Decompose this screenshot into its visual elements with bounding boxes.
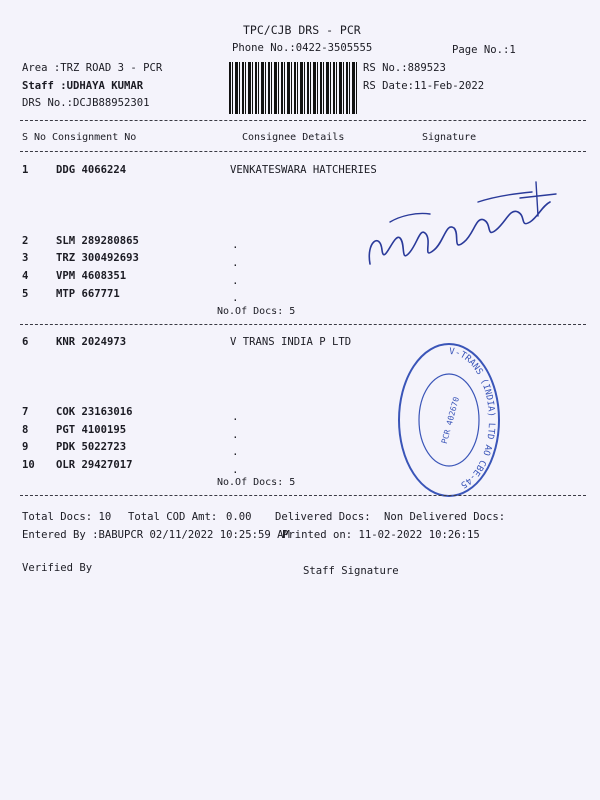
dot-marker: . (232, 274, 239, 287)
delivered-docs: Delivered Docs: (275, 511, 371, 523)
consignee-name: VENKATESWARA HATCHERIES (230, 164, 377, 176)
dot-marker: . (232, 256, 239, 269)
no-of-docs: No.Of Docs: 5 (217, 306, 296, 317)
dot-marker: . (232, 445, 239, 458)
consignment-number: PDK 5022723 (56, 441, 127, 453)
col-header-signature: Signature (422, 132, 477, 143)
row-sno: 1 (22, 164, 29, 176)
consignment-number: MTP 667771 (56, 288, 120, 300)
non-delivered-docs: Non Delivered Docs: (384, 511, 506, 523)
row-sno: 9 (22, 441, 29, 453)
col-header-sno: S No (22, 132, 47, 143)
divider-line (20, 120, 586, 121)
page-number: Page No.:1 (452, 44, 516, 56)
rs-number: RS No.:889523 (363, 62, 446, 74)
barcode (229, 62, 357, 114)
dot-marker: . (232, 291, 239, 304)
divider-line (20, 495, 586, 496)
no-of-docs: No.Of Docs: 5 (217, 477, 296, 488)
dot-marker: . (232, 463, 239, 476)
area-label: Area :TRZ ROAD 3 - PCR (22, 62, 163, 74)
dot-marker: . (232, 428, 239, 441)
row-sno: 8 (22, 424, 29, 436)
stamp-center-text: PCR 402670 (439, 395, 462, 445)
printed-on: Printed on: 11-02-2022 10:26:15 (282, 529, 480, 541)
staff-signature-label: Staff Signature (303, 565, 399, 577)
row-sno: 3 (22, 252, 29, 264)
drs-number: DRS No.:DCJB88952301 (22, 97, 150, 109)
handwritten-signature (360, 172, 560, 282)
consignment-number: TRZ 300492693 (56, 252, 139, 264)
row-sno: 6 (22, 336, 29, 348)
consignment-number: SLM 289280865 (56, 235, 139, 247)
rs-date: RS Date:11-Feb-2022 (363, 80, 485, 92)
consignee-name: V TRANS INDIA P LTD (230, 336, 352, 348)
staff-label: Staff :UDHAYA KUMAR (22, 80, 144, 92)
consignment-number: DDG 4066224 (56, 164, 127, 176)
consignment-number: VPM 4608351 (56, 270, 127, 282)
verified-by: Verified By (22, 562, 93, 574)
col-header-consignee: Consignee Details (242, 132, 345, 143)
col-header-consignment: Consignment No (52, 132, 137, 143)
divider-line (20, 324, 586, 325)
stamp-ring-text: V-TRANS (INDIA) LTD AO CBE-45 (448, 346, 496, 490)
total-docs: Total Docs: 10 (22, 511, 112, 523)
document-title: TPC/CJB DRS - PCR (243, 23, 361, 37)
row-sno: 7 (22, 406, 29, 418)
consignment-number: KNR 2024973 (56, 336, 127, 348)
total-cod-value: 0.00 (226, 511, 252, 523)
row-sno: 5 (22, 288, 29, 300)
phone-number: Phone No.:0422-3505555 (232, 42, 373, 54)
consignment-number: COK 23163016 (56, 406, 133, 418)
company-stamp (396, 340, 502, 500)
consignment-number: PGT 4100195 (56, 424, 127, 436)
total-cod-label: Total COD Amt: (128, 511, 218, 523)
divider-line (20, 151, 586, 152)
dot-marker: . (232, 238, 239, 251)
row-sno: 10 (22, 459, 35, 471)
row-sno: 4 (22, 270, 29, 282)
dot-marker: . (232, 410, 239, 423)
consignment-number: OLR 29427017 (56, 459, 133, 471)
row-sno: 2 (22, 235, 29, 247)
entered-by: Entered By :BABUPCR 02/11/2022 10:25:59 AM (22, 529, 290, 541)
